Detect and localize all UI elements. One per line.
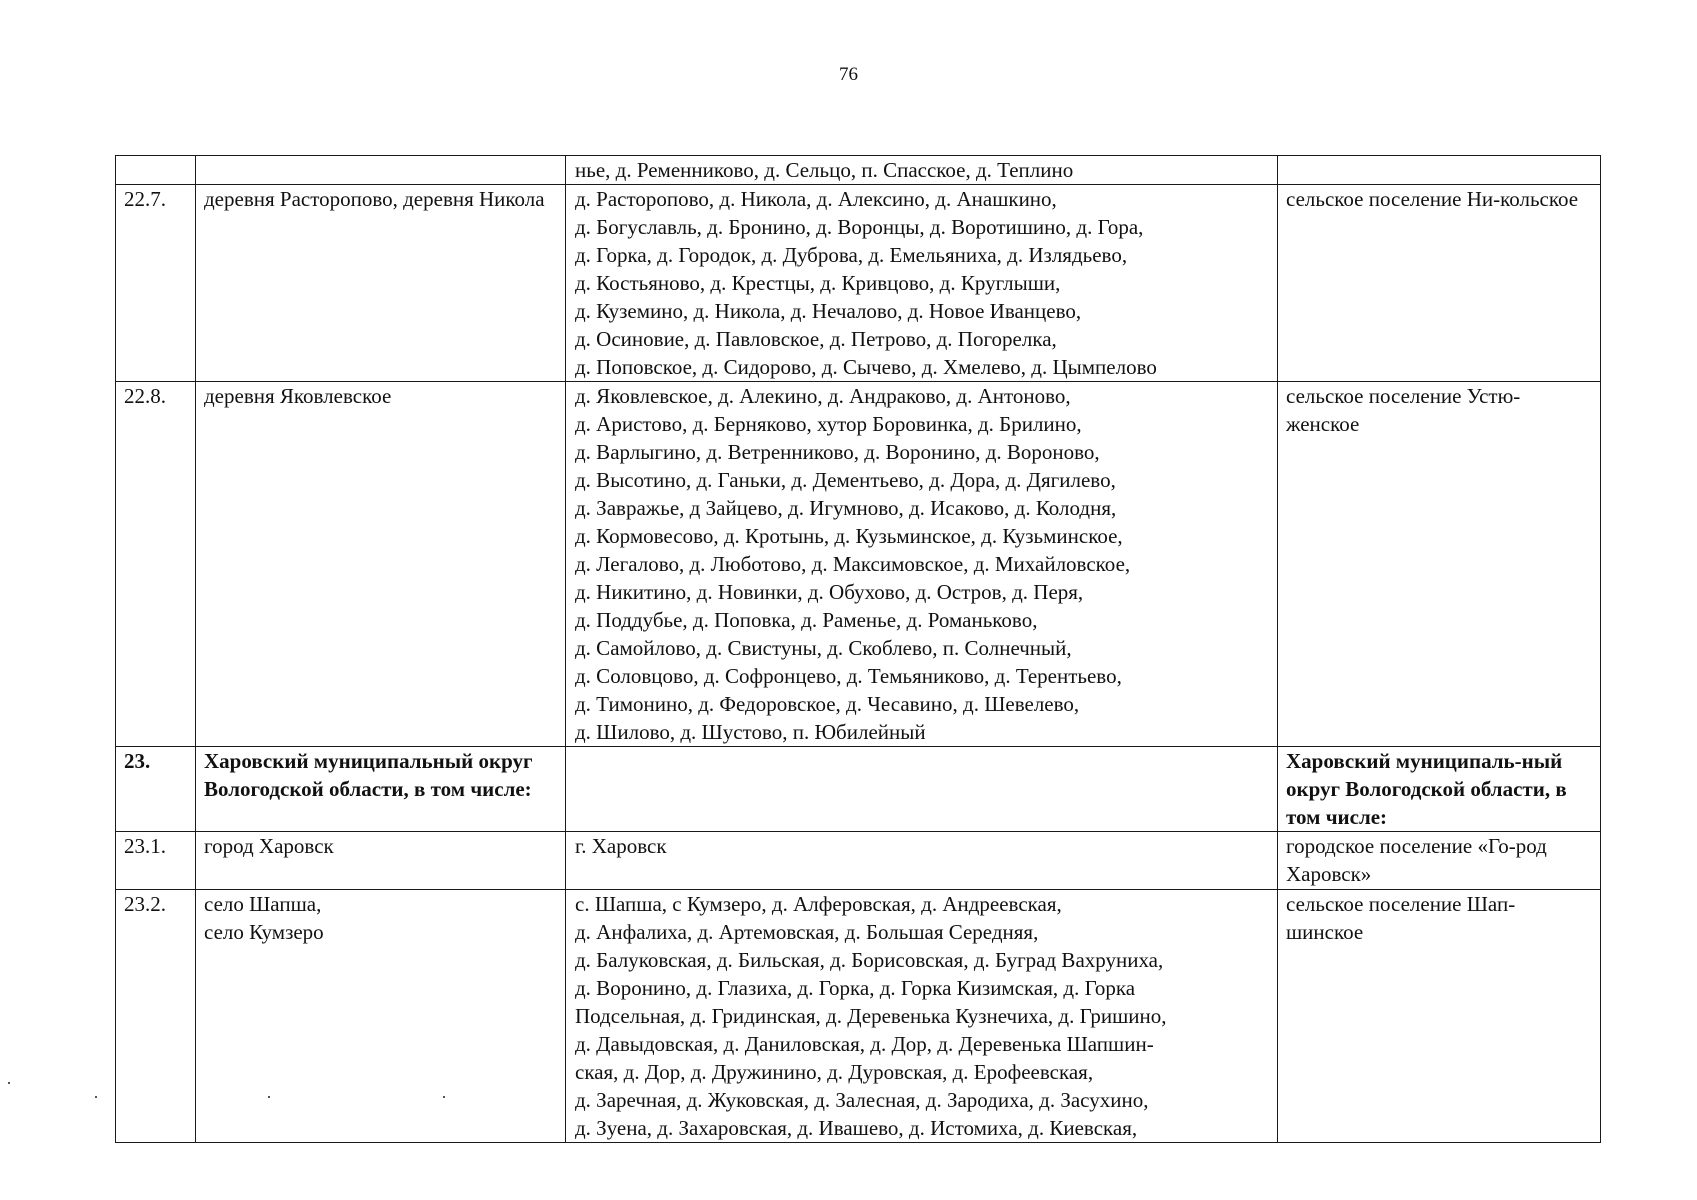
settlements-list: [566, 185, 1278, 382]
settlements-line: д. Самойлово, д. Свистуны, д. Скоблево, п. Солнечный,: [575, 636, 1072, 660]
table-row: [116, 382, 1601, 747]
row-number: 22.7.: [116, 185, 196, 382]
settlements-list: [566, 890, 1278, 1143]
settlements-line: д. Тимонино, д. Федоровское, д. Чесавино, д. Шевелево,: [575, 692, 1080, 716]
settlements-line: д. Горка, д. Городок, д. Дуброва, д. Емельяниха, д. Излядьево,: [575, 243, 1128, 267]
settlements-line: д. Богуславль, д. Бронино, д. Воронцы, д. Воротишино, д. Гора,: [575, 215, 1144, 239]
admin-center: деревня Расторопово, деревня Никола: [196, 185, 566, 382]
table-row: [116, 156, 1601, 185]
settlements-line: д. Воронино, д. Глазиха, д. Горка, д. Горка Кизимская, д. Горка: [575, 976, 1136, 1000]
settlements-line: д. Кормовесово, д. Кротынь, д. Кузьминское, д. Кузьминское,: [575, 524, 1123, 548]
settlements-list: [566, 382, 1278, 747]
scan-speck: [268, 1096, 270, 1098]
table-row: [116, 747, 1601, 832]
settlements-line: с. Шапша, с Кумзеро, д. Алферовская, д. Андреевская,: [575, 892, 1062, 916]
row-number: 23.: [116, 747, 196, 832]
table-row: [116, 185, 1601, 382]
settlements-line: д. Шилово, д. Шустово, п. Юбилейный: [575, 720, 926, 744]
settlements-line: д. Заречная, д. Жуковская, д. Залесная, д. Зародиха, д. Засухино,: [575, 1088, 1149, 1112]
row-number: 22.8.: [116, 382, 196, 747]
settlements-list: [566, 156, 1278, 185]
admin-center: [196, 156, 566, 185]
admin-center: [196, 890, 566, 1143]
settlements-line: нье, д. Ременниково, д. Сельцо, п. Спасское, д. Теплино: [575, 158, 1074, 182]
settlements-table: [115, 155, 1601, 1143]
scan-speck: [8, 1082, 10, 1084]
settlements-line: д. Никитино, д. Новинки, д. Обухово, д. Остров, д. Перя,: [575, 580, 1084, 604]
municipality: [1278, 156, 1601, 185]
row-number: 23.1.: [116, 832, 196, 890]
admin-center: деревня Яковлевское: [196, 382, 566, 747]
page-number: 76: [839, 64, 858, 85]
settlements-line: д. Высотино, д. Ганьки, д. Дементьево, д. Дора, д. Дягилево,: [575, 468, 1116, 492]
municipality: сельское поселение Ни-кольское: [1278, 185, 1601, 382]
settlements-list: [566, 832, 1278, 890]
settlements-line: г. Харовск: [575, 834, 667, 858]
settlements-line: ская, д. Дор, д. Дружинино, д. Дуровская, д. Ерофеевская,: [575, 1060, 1094, 1084]
settlements-list: [566, 747, 1278, 832]
municipality: Харовский муниципаль-ный округ Вологодской области, в том числе:: [1278, 747, 1601, 832]
settlements-line: д. Варлыгино, д. Ветренниково, д. Воронино, д. Вороново,: [575, 440, 1100, 464]
settlements-line: д. Зуена, д. Захаровская, д. Ивашево, д. Истомиха, д. Киевская,: [575, 1116, 1138, 1140]
settlements-line: Подсельная, д. Гридинская, д. Деревенька Кузнечиха, д. Гришино,: [575, 1004, 1167, 1028]
settlements-line: д. Осиновие, д. Павловское, д. Петрово, д. Погорелка,: [575, 327, 1057, 351]
scan-speck: [443, 1096, 445, 1098]
settlements-line: д. Соловцово, д. Софронцево, д. Темьяниково, д. Терентьево,: [575, 664, 1122, 688]
settlements-line: д. Балуковская, д. Бильская, д. Борисовская, д. Буград Вахруниха,: [575, 948, 1164, 972]
row-number: [116, 156, 196, 185]
settlements-line: д. Аристово, д. Берняково, хутор Боровинка, д. Брилино,: [575, 412, 1082, 436]
table-row: [116, 890, 1601, 1143]
admin-center-line: село Кумзеро: [204, 920, 324, 944]
settlements-line: д. Куземино, д. Никола, д. Нечалово, д. Новое Иванцево,: [575, 299, 1082, 323]
settlements-line: д. Поддубье, д. Поповка, д. Раменье, д. Романьково,: [575, 608, 1038, 632]
municipality: сельское поселение Шап-шинское: [1278, 890, 1601, 1143]
settlements-line: д. Поповское, д. Сидорово, д. Сычево, д. Хмелево, д. Цымпелово: [575, 355, 1157, 379]
settlements-line: д. Давыдовская, д. Даниловская, д. Дор, д. Деревенька Шапшин-: [575, 1032, 1154, 1056]
settlements-line: д. Яковлевское, д. Алекино, д. Андраково, д. Антоново,: [575, 384, 1071, 408]
settlements-line: д. Расторопово, д. Никола, д. Алексино, д. Анашкино,: [575, 187, 1057, 211]
municipality: сельское поселение Устю-женское: [1278, 382, 1601, 747]
scan-speck: [95, 1096, 97, 1098]
settlements-line: д. Анфалиха, д. Артемовская, д. Большая Середняя,: [575, 920, 1039, 944]
settlements-line: д. Костьяново, д. Крестцы, д. Кривцово, д. Круглыши,: [575, 271, 1061, 295]
settlements-line: д. Завражье, д Зайцево, д. Игумново, д. Исаково, д. Колодня,: [575, 496, 1117, 520]
admin-center: Харовский муниципальный округ Вологодской области, в том числе:: [196, 747, 566, 832]
admin-center-line: село Шапша,: [204, 892, 322, 916]
table-row: [116, 832, 1601, 890]
admin-center: город Харовск: [196, 832, 566, 890]
municipality: городское поселение «Го-род Харовск»: [1278, 832, 1601, 890]
settlements-line: д. Легалово, д. Люботово, д. Максимовское, д. Михайловское,: [575, 552, 1131, 576]
row-number: 23.2.: [116, 890, 196, 1143]
